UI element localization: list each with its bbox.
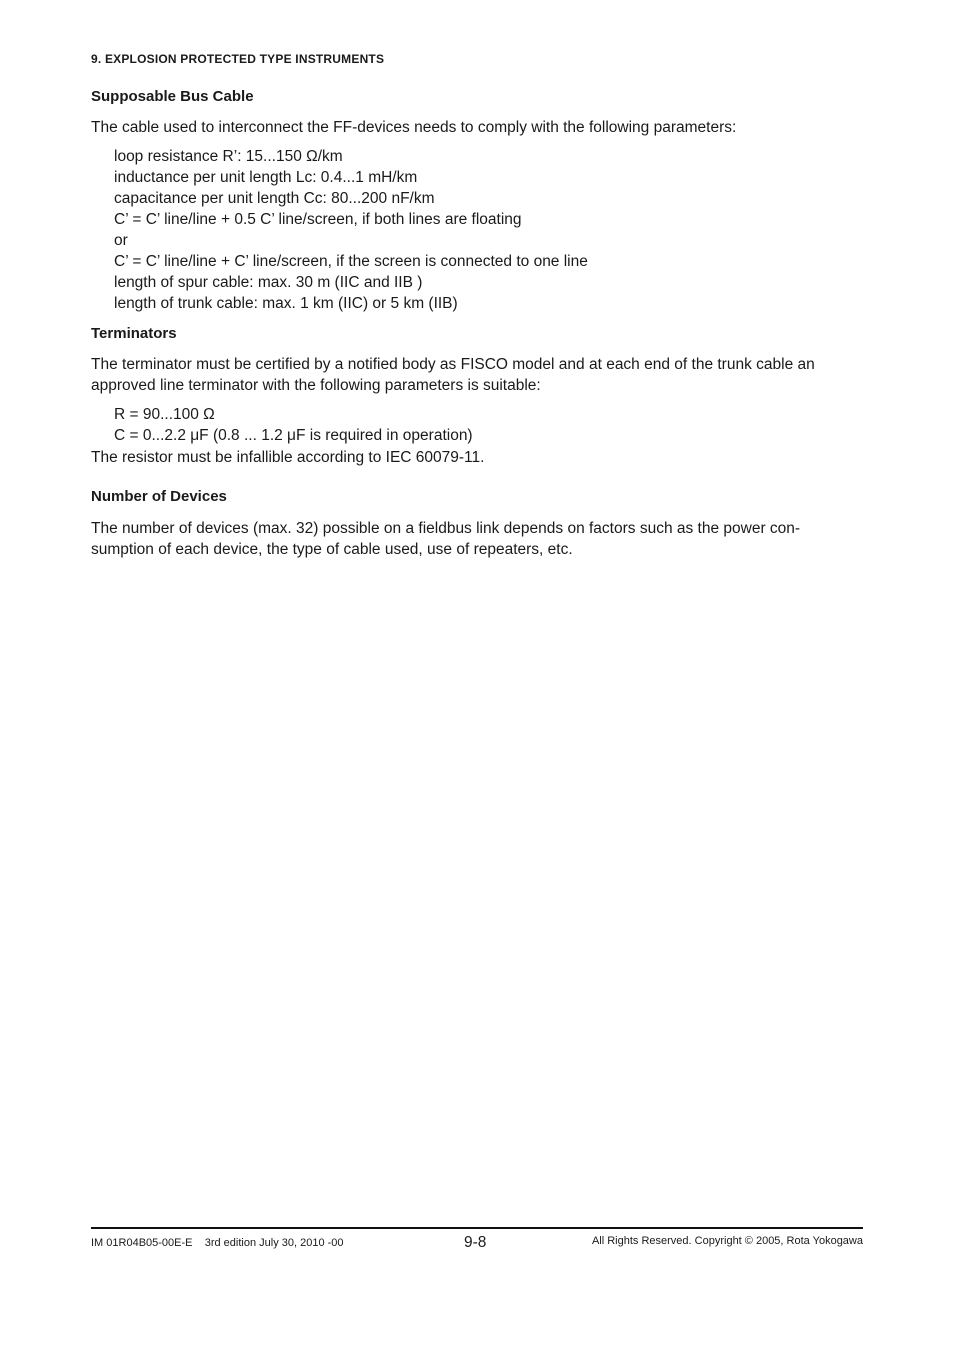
terminators-intro: approved line terminator with the following parameters is suitable:	[91, 377, 541, 394]
bus-cable-param: length of spur cable: max. 30 m (IIC and IIB )	[114, 274, 423, 291]
bus-cable-param: or	[114, 232, 128, 249]
bus-cable-param: C’ = C’ line/line + C’ line/screen, if the screen is connected to one line	[114, 253, 588, 270]
devices-text: sumption of each device, the type of cable used, use of repeaters, etc.	[91, 541, 573, 558]
terminator-param: C = 0...2.2 μF (0.8 ... 1.2 μF is required in operation)	[114, 427, 473, 444]
document-id: IM 01R04B05-00E-E 3rd edition July 30, 2010 -00	[91, 1237, 344, 1249]
bus-cable-intro: The cable used to interconnect the FF-devices needs to comply with the following parameters:	[91, 119, 737, 136]
devices-heading: Number of Devices	[91, 488, 227, 505]
terminator-param: R = 90...100 Ω	[114, 406, 215, 423]
bus-cable-param: loop resistance R’: 15...150 Ω/km	[114, 148, 343, 165]
terminators-intro: The terminator must be certified by a notified body as FISCO model and at each end of the trunk cable an	[91, 356, 815, 373]
bus-cable-param: C’ = C’ line/line + 0.5 C’ line/screen, if both lines are floating	[114, 211, 522, 228]
terminators-heading: Terminators	[91, 325, 177, 342]
copyright: All Rights Reserved. Copyright © 2005, Rota Yokogawa	[591, 1235, 863, 1247]
bus-cable-param: capacitance per unit length Cc: 80...200 nF/km	[114, 190, 435, 207]
page-number: 9-8	[464, 1234, 487, 1251]
bus-cable-param: inductance per unit length Lc: 0.4...1 mH/km	[114, 169, 418, 186]
bus-cable-heading: Supposable Bus Cable	[91, 88, 254, 105]
footer-rule	[91, 1227, 863, 1229]
section-header: 9. EXPLOSION PROTECTED TYPE INSTRUMENTS	[91, 52, 385, 66]
terminators-note: The resistor must be infallible according to IEC 60079-11.	[91, 449, 485, 466]
bus-cable-param: length of trunk cable: max. 1 km (IIC) or 5 km (IIB)	[114, 295, 458, 312]
devices-text: The number of devices (max. 32) possible on a fieldbus link depends on factors such as the power con-	[91, 520, 801, 537]
